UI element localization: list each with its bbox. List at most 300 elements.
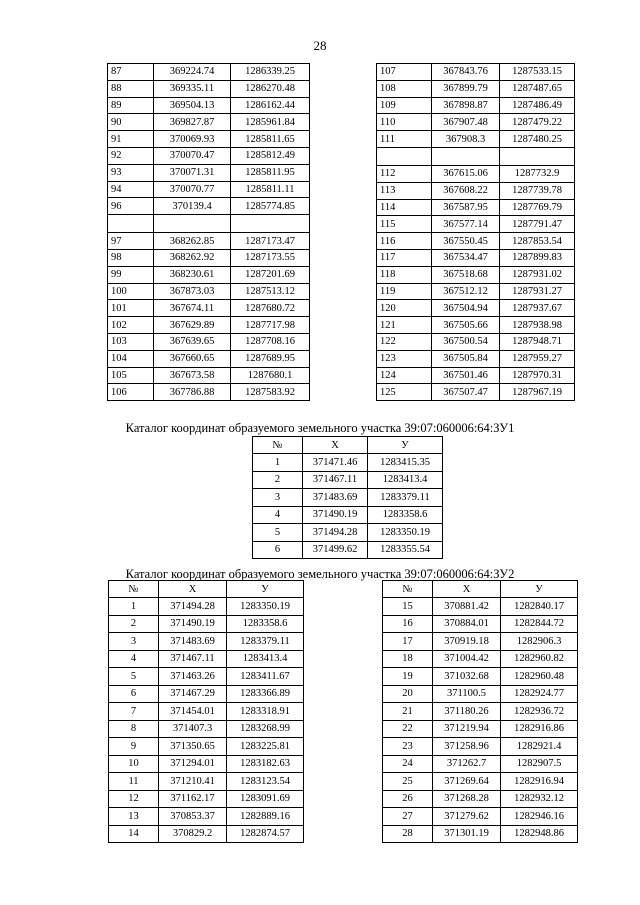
table-row <box>377 165 575 182</box>
table-row <box>108 164 310 181</box>
y-coordinate-cell: 1283123.54 <box>227 773 304 791</box>
x-coordinate-cell: 370919.18 <box>433 633 501 651</box>
table-row <box>253 541 443 559</box>
table-row <box>377 216 575 233</box>
x-coordinate-cell: 370829.2 <box>159 825 227 843</box>
table-row <box>383 738 578 756</box>
catalog-zu2-title: Каталог координат образуемого земельного участка 39:07:060006:64:ЗУ2 <box>125 567 515 581</box>
point-number-cell: 94 <box>108 181 154 198</box>
point-number-cell: 11 <box>109 773 159 791</box>
x-coordinate-cell: 371180.26 <box>433 703 501 721</box>
x-coordinate-cell: 371004.42 <box>433 650 501 668</box>
point-number-cell: 99 <box>108 266 154 283</box>
y-coordinate-cell: 1282916.86 <box>501 720 578 738</box>
table-row <box>383 720 578 738</box>
point-number-cell: 28 <box>383 825 433 843</box>
point-number-cell: 113 <box>377 182 432 199</box>
table-row <box>108 215 310 233</box>
table-row <box>108 80 310 97</box>
y-coordinate-cell: 1282932.12 <box>501 790 578 808</box>
table-row <box>377 384 575 401</box>
y-coordinate-cell: 1283358.6 <box>227 615 304 633</box>
y-coordinate-cell: 1287970.31 <box>500 367 575 384</box>
table-row <box>377 350 575 367</box>
y-coordinate-cell: 1283350.19 <box>227 598 304 616</box>
x-coordinate-cell <box>154 215 231 233</box>
x-coordinate-cell: 369224.74 <box>154 64 231 81</box>
point-number-cell: 121 <box>377 317 432 334</box>
table-row <box>383 825 578 843</box>
x-coordinate-cell: 371100.5 <box>433 685 501 703</box>
y-coordinate-cell: 1287173.47 <box>231 233 310 250</box>
point-number-cell: 15 <box>383 598 433 616</box>
point-number-cell: 119 <box>377 283 432 300</box>
x-coordinate-cell: 371162.17 <box>159 790 227 808</box>
x-coordinate-cell: 371454.01 <box>159 703 227 721</box>
table-row <box>109 703 304 721</box>
x-coordinate-cell: 370139.4 <box>154 198 231 215</box>
table-row <box>108 367 310 384</box>
x-coordinate-cell: 371407.3 <box>159 720 227 738</box>
y-coordinate-cell: 1283355.54 <box>368 541 443 559</box>
point-number-cell: 116 <box>377 233 432 250</box>
y-coordinate-cell: 1283379.11 <box>227 633 304 651</box>
y-coordinate-cell <box>500 147 575 165</box>
x-coordinate-cell: 367500.54 <box>432 333 500 350</box>
coordinates-table-top-left <box>107 63 310 401</box>
table-row <box>377 317 575 334</box>
point-number-cell: 96 <box>108 198 154 215</box>
point-number-cell: 118 <box>377 266 432 283</box>
point-number-cell: 125 <box>377 384 432 401</box>
table-row <box>108 249 310 266</box>
x-coordinate-cell: 371483.69 <box>159 633 227 651</box>
y-coordinate-cell: 1282960.82 <box>501 650 578 668</box>
x-coordinate-cell: 369504.13 <box>154 97 231 114</box>
y-coordinate-cell: 1287680.72 <box>231 300 310 317</box>
x-coordinate-cell: 371032.68 <box>433 668 501 686</box>
y-coordinate-cell: 1282844.72 <box>501 615 578 633</box>
x-coordinate-cell: 367534.47 <box>432 249 500 266</box>
x-coordinate-cell: 371301.19 <box>433 825 501 843</box>
point-number-cell: 5 <box>109 668 159 686</box>
y-coordinate-cell: 1285811.65 <box>231 131 310 148</box>
y-coordinate-cell: 1287938.98 <box>500 317 575 334</box>
y-coordinate-cell: 1282924.77 <box>501 685 578 703</box>
table-row <box>108 333 310 350</box>
x-coordinate-cell: 371219.94 <box>433 720 501 738</box>
x-coordinate-cell: 367501.46 <box>432 367 500 384</box>
header-x: X <box>303 437 368 454</box>
y-coordinate-cell: 1282921.4 <box>501 738 578 756</box>
point-number-cell: 1 <box>253 454 303 472</box>
y-coordinate-cell: 1287533.15 <box>500 64 575 81</box>
y-coordinate-cell: 1283318.91 <box>227 703 304 721</box>
point-number-cell: 87 <box>108 64 154 81</box>
table-row <box>109 755 304 773</box>
point-number-cell: 97 <box>108 233 154 250</box>
y-coordinate-cell: 1287583.92 <box>231 384 310 401</box>
y-coordinate-cell: 1286270.48 <box>231 80 310 97</box>
x-coordinate-cell: 367577.14 <box>432 216 500 233</box>
table-row <box>109 720 304 738</box>
x-coordinate-cell: 367898.87 <box>432 97 500 114</box>
y-coordinate-cell: 1283415.35 <box>368 454 443 472</box>
point-number-cell: 93 <box>108 164 154 181</box>
y-coordinate-cell: 1283379.11 <box>368 489 443 507</box>
point-number-cell: 122 <box>377 333 432 350</box>
x-coordinate-cell: 368262.92 <box>154 249 231 266</box>
y-coordinate-cell: 1286339.25 <box>231 64 310 81</box>
x-coordinate-cell: 369827.87 <box>154 114 231 131</box>
table-row <box>253 471 443 489</box>
x-coordinate-cell: 371463.26 <box>159 668 227 686</box>
y-coordinate-cell: 1282946.16 <box>501 808 578 826</box>
point-number-cell: 23 <box>383 738 433 756</box>
table-header-row <box>383 581 578 598</box>
point-number-cell: 112 <box>377 165 432 182</box>
table-row <box>108 300 310 317</box>
y-coordinate-cell: 1283350.19 <box>368 524 443 542</box>
y-coordinate-cell: 1287680.1 <box>231 367 310 384</box>
x-coordinate-cell: 371467.29 <box>159 685 227 703</box>
x-coordinate-cell: 371269.64 <box>433 773 501 791</box>
header-y: У <box>501 581 578 598</box>
point-number-cell: 105 <box>108 367 154 384</box>
point-number-cell: 3 <box>109 633 159 651</box>
y-coordinate-cell: 1287967.19 <box>500 384 575 401</box>
table-row <box>383 650 578 668</box>
y-coordinate-cell: 1283225.81 <box>227 738 304 756</box>
y-coordinate-cell: 1285961.84 <box>231 114 310 131</box>
point-number-cell: 21 <box>383 703 433 721</box>
x-coordinate-cell: 367873.03 <box>154 283 231 300</box>
table-row <box>383 703 578 721</box>
point-number-cell: 89 <box>108 97 154 114</box>
table-row <box>383 633 578 651</box>
table-row <box>109 668 304 686</box>
point-number-cell: 103 <box>108 333 154 350</box>
table-row <box>377 233 575 250</box>
y-coordinate-cell <box>231 215 310 233</box>
x-coordinate-cell: 371494.28 <box>303 524 368 542</box>
table-row <box>253 506 443 524</box>
x-coordinate-cell: 367660.65 <box>154 350 231 367</box>
point-number-cell: 14 <box>109 825 159 843</box>
x-coordinate-cell: 367504.94 <box>432 300 500 317</box>
point-number-cell: 20 <box>383 685 433 703</box>
y-coordinate-cell: 1282936.72 <box>501 703 578 721</box>
y-coordinate-cell: 1285811.11 <box>231 181 310 198</box>
table-row <box>109 773 304 791</box>
y-coordinate-cell: 1287732.9 <box>500 165 575 182</box>
y-coordinate-cell: 1287931.02 <box>500 266 575 283</box>
y-coordinate-cell: 1287717.98 <box>231 317 310 334</box>
x-coordinate-cell: 370881.42 <box>433 598 501 616</box>
table-row <box>109 633 304 651</box>
point-number-cell: 3 <box>253 489 303 507</box>
table-row <box>109 615 304 633</box>
table-row <box>377 147 575 165</box>
x-coordinate-cell: 368230.61 <box>154 266 231 283</box>
x-coordinate-cell: 371483.69 <box>303 489 368 507</box>
x-coordinate-cell: 371499.62 <box>303 541 368 559</box>
y-coordinate-cell: 1287769.79 <box>500 199 575 216</box>
point-number-cell: 101 <box>108 300 154 317</box>
x-coordinate-cell: 367629.89 <box>154 317 231 334</box>
table-row <box>377 80 575 97</box>
x-coordinate-cell: 369335.11 <box>154 80 231 97</box>
table-row <box>377 97 575 114</box>
table-row <box>383 755 578 773</box>
table-row <box>377 199 575 216</box>
y-coordinate-cell: 1287931.27 <box>500 283 575 300</box>
table-row <box>377 249 575 266</box>
header-y: У <box>368 437 443 454</box>
y-coordinate-cell: 1287948.71 <box>500 333 575 350</box>
point-number-cell: 22 <box>383 720 433 738</box>
table-row <box>383 808 578 826</box>
x-coordinate-cell: 367518.68 <box>432 266 500 283</box>
y-coordinate-cell: 1283411.67 <box>227 668 304 686</box>
header-x: X <box>159 581 227 598</box>
table-row <box>377 182 575 199</box>
table-row <box>109 738 304 756</box>
table-row <box>377 367 575 384</box>
x-coordinate-cell: 371258.96 <box>433 738 501 756</box>
table-row <box>377 64 575 81</box>
table-row <box>108 64 310 81</box>
y-coordinate-cell: 1286162.44 <box>231 97 310 114</box>
point-number-cell: 1 <box>109 598 159 616</box>
y-coordinate-cell: 1287479.22 <box>500 114 575 131</box>
x-coordinate-cell: 371262.7 <box>433 755 501 773</box>
y-coordinate-cell: 1287739.78 <box>500 182 575 199</box>
table-header-row <box>253 437 443 454</box>
y-coordinate-cell: 1282906.3 <box>501 633 578 651</box>
y-coordinate-cell: 1287959.27 <box>500 350 575 367</box>
point-number-cell: 10 <box>109 755 159 773</box>
table-row <box>109 790 304 808</box>
point-number-cell: 13 <box>109 808 159 826</box>
point-number-cell: 25 <box>383 773 433 791</box>
coordinates-table-top-right <box>376 63 575 401</box>
y-coordinate-cell: 1282960.48 <box>501 668 578 686</box>
point-number-cell: 27 <box>383 808 433 826</box>
y-coordinate-cell: 1285812.49 <box>231 147 310 164</box>
table-row <box>377 114 575 131</box>
catalog-zu1-table <box>252 436 443 559</box>
x-coordinate-cell: 371490.19 <box>159 615 227 633</box>
y-coordinate-cell: 1287853.54 <box>500 233 575 250</box>
table-row <box>377 283 575 300</box>
catalog-zu2-table-left <box>108 580 304 843</box>
point-number-cell: 4 <box>109 650 159 668</box>
point-number-cell: 109 <box>377 97 432 114</box>
table-row <box>109 650 304 668</box>
header-x: X <box>433 581 501 598</box>
y-coordinate-cell: 1282874.57 <box>227 825 304 843</box>
point-number-cell: 8 <box>109 720 159 738</box>
table-row <box>108 131 310 148</box>
x-coordinate-cell: 371350.65 <box>159 738 227 756</box>
y-coordinate-cell: 1287513.12 <box>231 283 310 300</box>
x-coordinate-cell: 367587.95 <box>432 199 500 216</box>
table-row <box>383 598 578 616</box>
table-row <box>253 524 443 542</box>
point-number-cell: 115 <box>377 216 432 233</box>
x-coordinate-cell: 371467.11 <box>303 471 368 489</box>
point-number-cell: 123 <box>377 350 432 367</box>
x-coordinate-cell: 367512.12 <box>432 283 500 300</box>
y-coordinate-cell: 1283182.63 <box>227 755 304 773</box>
x-coordinate-cell: 367505.84 <box>432 350 500 367</box>
y-coordinate-cell: 1282916.94 <box>501 773 578 791</box>
point-number-cell: 124 <box>377 367 432 384</box>
table-row <box>109 598 304 616</box>
table-header-row <box>109 581 304 598</box>
table-row <box>108 283 310 300</box>
point-number-cell: 88 <box>108 80 154 97</box>
point-number-cell: 4 <box>253 506 303 524</box>
point-number-cell: 106 <box>108 384 154 401</box>
point-number-cell: 18 <box>383 650 433 668</box>
y-coordinate-cell: 1283366.89 <box>227 685 304 703</box>
x-coordinate-cell: 370884.01 <box>433 615 501 633</box>
x-coordinate-cell: 367550.45 <box>432 233 500 250</box>
table-row <box>383 615 578 633</box>
x-coordinate-cell: 367908.3 <box>432 131 500 148</box>
y-coordinate-cell: 1287791.47 <box>500 216 575 233</box>
x-coordinate-cell: 371471.46 <box>303 454 368 472</box>
y-coordinate-cell: 1283091.69 <box>227 790 304 808</box>
x-coordinate-cell: 367907.48 <box>432 114 500 131</box>
point-number-cell: 117 <box>377 249 432 266</box>
table-row <box>108 147 310 164</box>
table-row <box>109 825 304 843</box>
x-coordinate-cell: 367674.11 <box>154 300 231 317</box>
table-row <box>383 668 578 686</box>
point-number-cell: 9 <box>109 738 159 756</box>
x-coordinate-cell: 367843.76 <box>432 64 500 81</box>
x-coordinate-cell: 370853.37 <box>159 808 227 826</box>
point-number-cell: 17 <box>383 633 433 651</box>
table-row <box>377 131 575 148</box>
table-row <box>377 300 575 317</box>
x-coordinate-cell: 371494.28 <box>159 598 227 616</box>
point-number-cell <box>108 215 154 233</box>
y-coordinate-cell: 1283358.6 <box>368 506 443 524</box>
x-coordinate-cell: 367507.47 <box>432 384 500 401</box>
x-coordinate-cell: 370071.31 <box>154 164 231 181</box>
point-number-cell: 104 <box>108 350 154 367</box>
y-coordinate-cell: 1283413.4 <box>368 471 443 489</box>
y-coordinate-cell: 1282840.17 <box>501 598 578 616</box>
table-row <box>253 454 443 472</box>
y-coordinate-cell: 1285811.95 <box>231 164 310 181</box>
y-coordinate-cell: 1285774.85 <box>231 198 310 215</box>
point-number-cell: 12 <box>109 790 159 808</box>
x-coordinate-cell: 371268.28 <box>433 790 501 808</box>
y-coordinate-cell: 1283268.99 <box>227 720 304 738</box>
table-row <box>109 685 304 703</box>
y-coordinate-cell: 1287486.49 <box>500 97 575 114</box>
point-number-cell <box>377 147 432 165</box>
table-row <box>253 489 443 507</box>
x-coordinate-cell: 367673.58 <box>154 367 231 384</box>
catalog-zu1-title: Каталог координат образуемого земельного участка 39:07:060006:64:ЗУ1 <box>125 421 515 435</box>
table-row <box>383 685 578 703</box>
point-number-cell: 6 <box>253 541 303 559</box>
header-number: № <box>253 437 303 454</box>
y-coordinate-cell: 1287480.25 <box>500 131 575 148</box>
x-coordinate-cell: 367786.88 <box>154 384 231 401</box>
y-coordinate-cell: 1282889.16 <box>227 808 304 826</box>
point-number-cell: 102 <box>108 317 154 334</box>
point-number-cell: 6 <box>109 685 159 703</box>
x-coordinate-cell: 370070.47 <box>154 147 231 164</box>
table-row <box>108 97 310 114</box>
table-row <box>108 266 310 283</box>
table-row <box>108 350 310 367</box>
point-number-cell: 2 <box>109 615 159 633</box>
point-number-cell: 92 <box>108 147 154 164</box>
x-coordinate-cell: 367608.22 <box>432 182 500 199</box>
page-number: 28 <box>313 38 327 53</box>
x-coordinate-cell: 371210.41 <box>159 773 227 791</box>
point-number-cell: 111 <box>377 131 432 148</box>
header-number: № <box>383 581 433 598</box>
x-coordinate-cell: 370069.93 <box>154 131 231 148</box>
point-number-cell: 91 <box>108 131 154 148</box>
table-row <box>377 266 575 283</box>
x-coordinate-cell <box>432 147 500 165</box>
point-number-cell: 7 <box>109 703 159 721</box>
table-row <box>108 233 310 250</box>
table-row <box>108 114 310 131</box>
point-number-cell: 108 <box>377 80 432 97</box>
point-number-cell: 98 <box>108 249 154 266</box>
x-coordinate-cell: 371294.01 <box>159 755 227 773</box>
table-row <box>108 384 310 401</box>
point-number-cell: 19 <box>383 668 433 686</box>
table-row <box>383 790 578 808</box>
y-coordinate-cell: 1287201.69 <box>231 266 310 283</box>
point-number-cell: 90 <box>108 114 154 131</box>
table-row <box>383 773 578 791</box>
point-number-cell: 107 <box>377 64 432 81</box>
point-number-cell: 5 <box>253 524 303 542</box>
y-coordinate-cell: 1287487.65 <box>500 80 575 97</box>
header-number: № <box>109 581 159 598</box>
point-number-cell: 2 <box>253 471 303 489</box>
point-number-cell: 100 <box>108 283 154 300</box>
table-row <box>108 198 310 215</box>
point-number-cell: 24 <box>383 755 433 773</box>
x-coordinate-cell: 367615.06 <box>432 165 500 182</box>
y-coordinate-cell: 1287173.55 <box>231 249 310 266</box>
table-row <box>108 181 310 198</box>
x-coordinate-cell: 367639.65 <box>154 333 231 350</box>
x-coordinate-cell: 368262.85 <box>154 233 231 250</box>
point-number-cell: 110 <box>377 114 432 131</box>
y-coordinate-cell: 1287708.16 <box>231 333 310 350</box>
y-coordinate-cell: 1282948.86 <box>501 825 578 843</box>
x-coordinate-cell: 370070.77 <box>154 181 231 198</box>
table-row <box>108 317 310 334</box>
point-number-cell: 16 <box>383 615 433 633</box>
y-coordinate-cell: 1283413.4 <box>227 650 304 668</box>
